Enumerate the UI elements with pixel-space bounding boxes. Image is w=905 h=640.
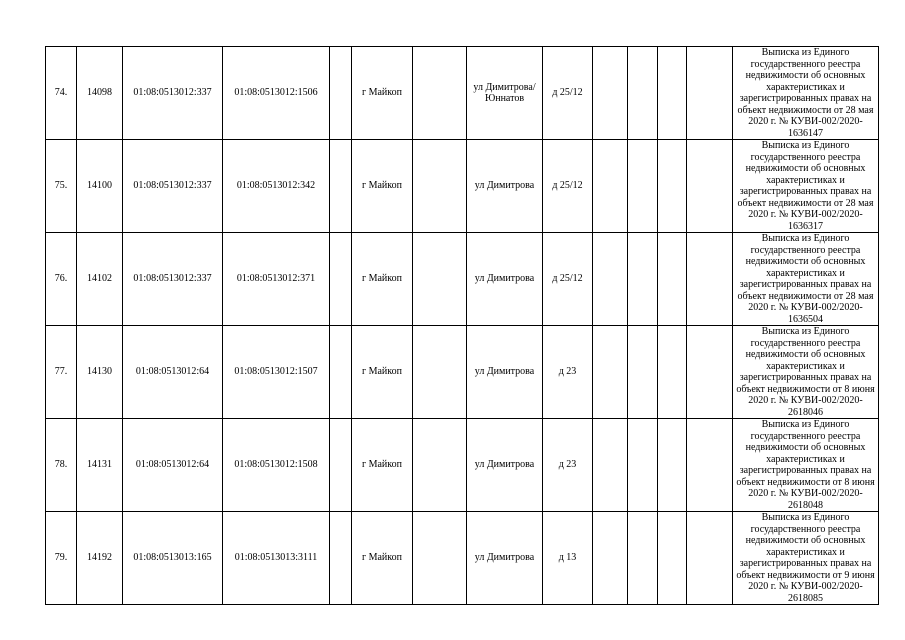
row-number: 74. xyxy=(46,47,77,140)
object-id: 14192 xyxy=(77,512,123,605)
empty-cell xyxy=(413,419,467,512)
empty-cell xyxy=(658,326,687,419)
empty-cell xyxy=(593,419,628,512)
street-cell: ул Димитрова xyxy=(467,233,543,326)
street-cell: ул Димитрова xyxy=(467,512,543,605)
empty-cell xyxy=(658,419,687,512)
empty-cell xyxy=(687,140,733,233)
object-id: 14100 xyxy=(77,140,123,233)
table-row xyxy=(46,140,879,233)
empty-cell xyxy=(330,140,352,233)
document-reference: Выписка из Единого государственного реестра недвижимости об основных характеристиках и зарегистрированных правах на объект недвижимости от 28 мая 2020 г. № КУВИ-002/2020-1636147 xyxy=(733,47,879,140)
empty-cell xyxy=(658,233,687,326)
document-reference: Выписка из Единого государственного реестра недвижимости об основных характеристиках и зарегистрированных правах на объект недвижимости от 8 июня 2020 г. № КУВИ-002/2020-2618046 xyxy=(733,326,879,419)
house-cell: д 25/12 xyxy=(543,47,593,140)
document-reference: Выписка из Единого государственного реестра недвижимости об основных характеристиках и зарегистрированных правах на объект недвижимости от 28 мая 2020 г. № КУВИ-002/2020-1636504 xyxy=(733,233,879,326)
row-number: 78. xyxy=(46,419,77,512)
empty-cell xyxy=(330,47,352,140)
table-row xyxy=(46,326,879,419)
street-cell: ул Димитрова xyxy=(467,326,543,419)
row-number: 77. xyxy=(46,326,77,419)
city-cell: г Майкоп xyxy=(352,140,413,233)
house-cell: д 23 xyxy=(543,419,593,512)
empty-cell xyxy=(330,512,352,605)
document-reference: Выписка из Единого государственного реестра недвижимости об основных характеристиках и зарегистрированных правах на объект недвижимости от 28 мая 2020 г. № КУВИ-002/2020-1636317 xyxy=(733,140,879,233)
cadastral-number: 01:08:0513012:1508 xyxy=(223,419,330,512)
object-id: 14131 xyxy=(77,419,123,512)
registry-table xyxy=(45,46,879,605)
empty-cell xyxy=(658,47,687,140)
city-cell: г Майкоп xyxy=(352,419,413,512)
house-cell: д 23 xyxy=(543,326,593,419)
empty-cell xyxy=(413,47,467,140)
empty-cell xyxy=(593,47,628,140)
table-row xyxy=(46,419,879,512)
cadastral-number: 01:08:0513012:371 xyxy=(223,233,330,326)
street-cell: ул Димитрова xyxy=(467,419,543,512)
cadastral-number: 01:08:0513012:1507 xyxy=(223,326,330,419)
empty-cell xyxy=(330,419,352,512)
empty-cell xyxy=(687,326,733,419)
parent-cadastral-number: 01:08:0513012:337 xyxy=(123,140,223,233)
parent-cadastral-number: 01:08:0513012:64 xyxy=(123,419,223,512)
city-cell: г Майкоп xyxy=(352,512,413,605)
empty-cell xyxy=(658,140,687,233)
house-cell: д 13 xyxy=(543,512,593,605)
parent-cadastral-number: 01:08:0513012:337 xyxy=(123,233,223,326)
cadastral-number: 01:08:0513013:3111 xyxy=(223,512,330,605)
object-id: 14102 xyxy=(77,233,123,326)
empty-cell xyxy=(593,233,628,326)
house-cell: д 25/12 xyxy=(543,233,593,326)
document-reference: Выписка из Единого государственного реестра недвижимости об основных характеристиках и зарегистрированных правах на объект недвижимости от 8 июня 2020 г. № КУВИ-002/2020-2618048 xyxy=(733,419,879,512)
house-cell: д 25/12 xyxy=(543,140,593,233)
table-row xyxy=(46,47,879,140)
empty-cell xyxy=(628,140,658,233)
empty-cell xyxy=(593,326,628,419)
object-id: 14098 xyxy=(77,47,123,140)
empty-cell xyxy=(628,512,658,605)
parent-cadastral-number: 01:08:0513013:165 xyxy=(123,512,223,605)
empty-cell xyxy=(628,47,658,140)
empty-cell xyxy=(687,233,733,326)
city-cell: г Майкоп xyxy=(352,47,413,140)
empty-cell xyxy=(687,512,733,605)
empty-cell xyxy=(413,326,467,419)
empty-cell xyxy=(413,140,467,233)
empty-cell xyxy=(628,326,658,419)
parent-cadastral-number: 01:08:0513012:337 xyxy=(123,47,223,140)
empty-cell xyxy=(687,47,733,140)
row-number: 76. xyxy=(46,233,77,326)
parent-cadastral-number: 01:08:0513012:64 xyxy=(123,326,223,419)
empty-cell xyxy=(413,512,467,605)
city-cell: г Майкоп xyxy=(352,326,413,419)
street-cell: ул Димитрова/ Юннатов xyxy=(467,47,543,140)
street-cell: ул Димитрова xyxy=(467,140,543,233)
empty-cell xyxy=(628,233,658,326)
empty-cell xyxy=(658,512,687,605)
empty-cell xyxy=(593,512,628,605)
empty-cell xyxy=(413,233,467,326)
row-number: 79. xyxy=(46,512,77,605)
empty-cell xyxy=(687,419,733,512)
city-cell: г Майкоп xyxy=(352,233,413,326)
cadastral-number: 01:08:0513012:342 xyxy=(223,140,330,233)
empty-cell xyxy=(330,233,352,326)
empty-cell xyxy=(628,419,658,512)
table-row xyxy=(46,512,879,605)
cadastral-number: 01:08:0513012:1506 xyxy=(223,47,330,140)
row-number: 75. xyxy=(46,140,77,233)
empty-cell xyxy=(330,326,352,419)
table-row xyxy=(46,233,879,326)
document-reference: Выписка из Единого государственного реестра недвижимости об основных характеристиках и зарегистрированных правах на объект недвижимости от 9 июня 2020 г. № КУВИ-002/2020-2618085 xyxy=(733,512,879,605)
object-id: 14130 xyxy=(77,326,123,419)
empty-cell xyxy=(593,140,628,233)
